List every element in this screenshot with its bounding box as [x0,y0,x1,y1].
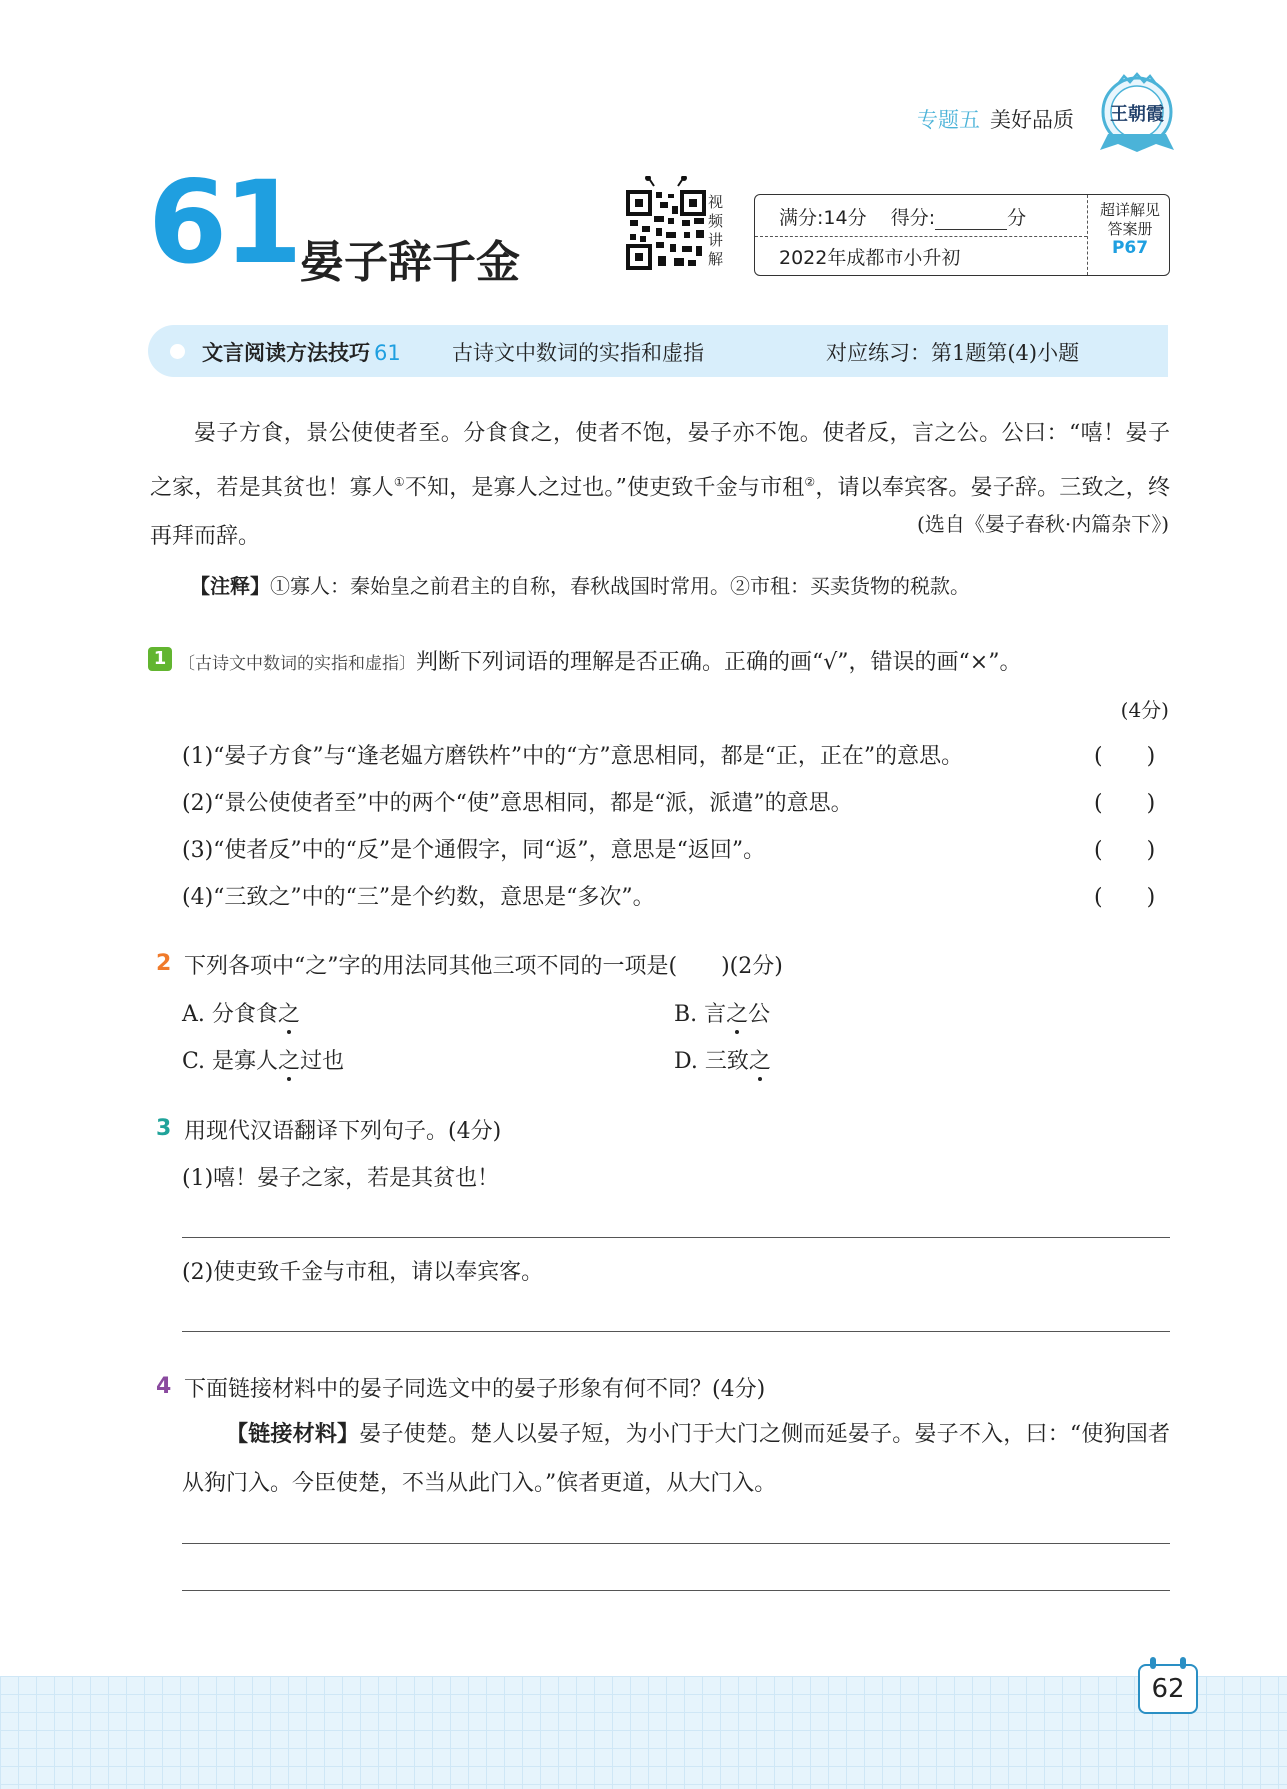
answer-line[interactable] [182,1543,1170,1544]
question-1-tag: 〔古诗文中数词的实指和虚指〕 [178,654,416,674]
score-blank[interactable] [935,212,1007,230]
answer-line[interactable] [182,1237,1170,1238]
question-3-number: 3 [156,1116,172,1141]
method-topic: 古诗文中数词的实指和虚指 [452,341,704,365]
exam-source: 2022年成都市小升初 [779,247,961,269]
topic-header [917,104,1074,134]
score-label: 得分: [890,207,936,229]
footer-background [0,1676,1287,1789]
passage-source: (选自《晏子春秋·内篇杂下》) [917,512,1169,536]
question-2-number: 2 [156,951,172,976]
answer-line[interactable] [182,1590,1170,1591]
question-3-item: (2)使吏致千金与市租，请以奉宾客。 [182,1260,544,1285]
answer-line[interactable] [182,1331,1170,1332]
question-1-item: (4)“三致之”中的“三”是个约数，意思是“多次”。 [182,885,655,910]
option-c[interactable]: C. 是寡人之过也 [182,1044,344,1075]
svg-text:王朝霞: 王朝霞 [1110,104,1164,125]
score-divider-vertical [1087,195,1088,275]
annotation [190,570,970,599]
score-divider [755,236,1087,237]
publisher-badge-icon [1098,72,1176,158]
question-1-prompt: 〔古诗文中数词的实指和虚指〕判断下列词语的理解是否正确。正确的画“√”，错误的画“×”。 [178,650,1022,675]
question-3-item: (1)嘻！晏子之家，若是其贫也！ [182,1166,500,1191]
emphasized-char: 之 [278,1044,300,1075]
option-b[interactable]: B. 言之公 [674,997,770,1028]
lesson-number: 61 [148,156,299,289]
qr-code-icon[interactable] [626,176,706,274]
link-material-label: 【链接材料】 [226,1422,360,1447]
method-label: 文言阅读方法技巧 61 [202,341,401,365]
answer-line1: 超详解见 [1099,201,1160,219]
lesson-title: 晏子辞千金 [300,237,520,288]
answer-paren[interactable]: ( ) [1094,744,1156,769]
question-1-points: (4分) [1120,698,1169,722]
practice-reference: 对应练习：第1题第(4)小题 [826,341,1080,365]
question-4-number: 4 [156,1374,172,1399]
question-2-prompt: 下列各项中“之”字的用法同其他三项不同的一项是( )(2分) [184,954,783,979]
answer-line2: 答案册 [1107,220,1153,238]
link-material [182,1410,1170,1508]
option-a[interactable]: A. 分食食之 [182,997,300,1028]
method-number: 61 [374,341,401,365]
method-banner [148,325,1168,377]
answer-page: P67 [1111,238,1149,258]
option-d[interactable]: D. 三致之 [674,1044,771,1075]
question-3-prompt: 用现代汉语翻译下列句子。(4分) [184,1119,502,1144]
topic-name: 美好品质 [990,108,1074,132]
qr-label: 视频讲解 [708,193,724,268]
question-1-item: (3)“使者反”中的“反”是个通假字，同“返”，意思是“返回”。 [182,838,766,863]
full-score: 满分:14分 [779,207,867,229]
topic-number: 专题五 [917,108,980,132]
answer-reference [1091,201,1169,258]
score-unit: 分 [1007,207,1027,229]
question-4-prompt: 下面链接材料中的晏子同选文中的晏子形象有何不同？(4分) [184,1377,766,1402]
question-1-item: (2)“景公使使者至”中的两个“使”意思相同，都是“派，派遣”的意思。 [182,791,853,816]
footnote-ref-1: ① [393,475,405,489]
score-row [779,203,1026,230]
answer-paren[interactable]: ( ) [1094,838,1156,863]
score-box [754,194,1170,276]
question-1-number: 1 [148,647,172,671]
annotation-text: ①寡人：秦始皇之前君主的自称，春秋战国时常用。②市租：买卖货物的税款。 [270,574,970,598]
emphasized-char: 之 [278,997,300,1028]
link-material-text: 晏子使楚。楚人以晏子短，为小门于大门之侧而延晏子。晏子不入，曰：“使狗国者从狗门入。今臣使楚，不当从此门入。”傧者更道，从大门入。 [182,1422,1170,1496]
answer-paren[interactable]: ( ) [1094,885,1156,910]
bullet-dot-icon [170,344,185,359]
annotation-label: 【注释】 [190,574,270,598]
passage: 晏子方食，景公使使者至。分食食之，使者不饱，晏子亦不饱。使者反，言之公。公曰：“嘻！晏子之家，若是其贫也！寡人①不知，是寡人之过也。”使吏致千金与市租②，请以奉宾客。晏子辞。三致之，终再拜而辞。 [150,421,1170,550]
footnote-ref-2: ② [804,475,816,489]
emphasized-char: 之 [726,997,748,1028]
answer-paren[interactable]: ( ) [1094,791,1156,816]
question-1-item: (1)“晏子方食”与“逢老媪方磨铁杵”中的“方”意思相同，都是“正，正在”的意思。 [182,744,964,769]
emphasized-char: 之 [749,1044,771,1075]
page-number: 62 [1138,1664,1198,1714]
